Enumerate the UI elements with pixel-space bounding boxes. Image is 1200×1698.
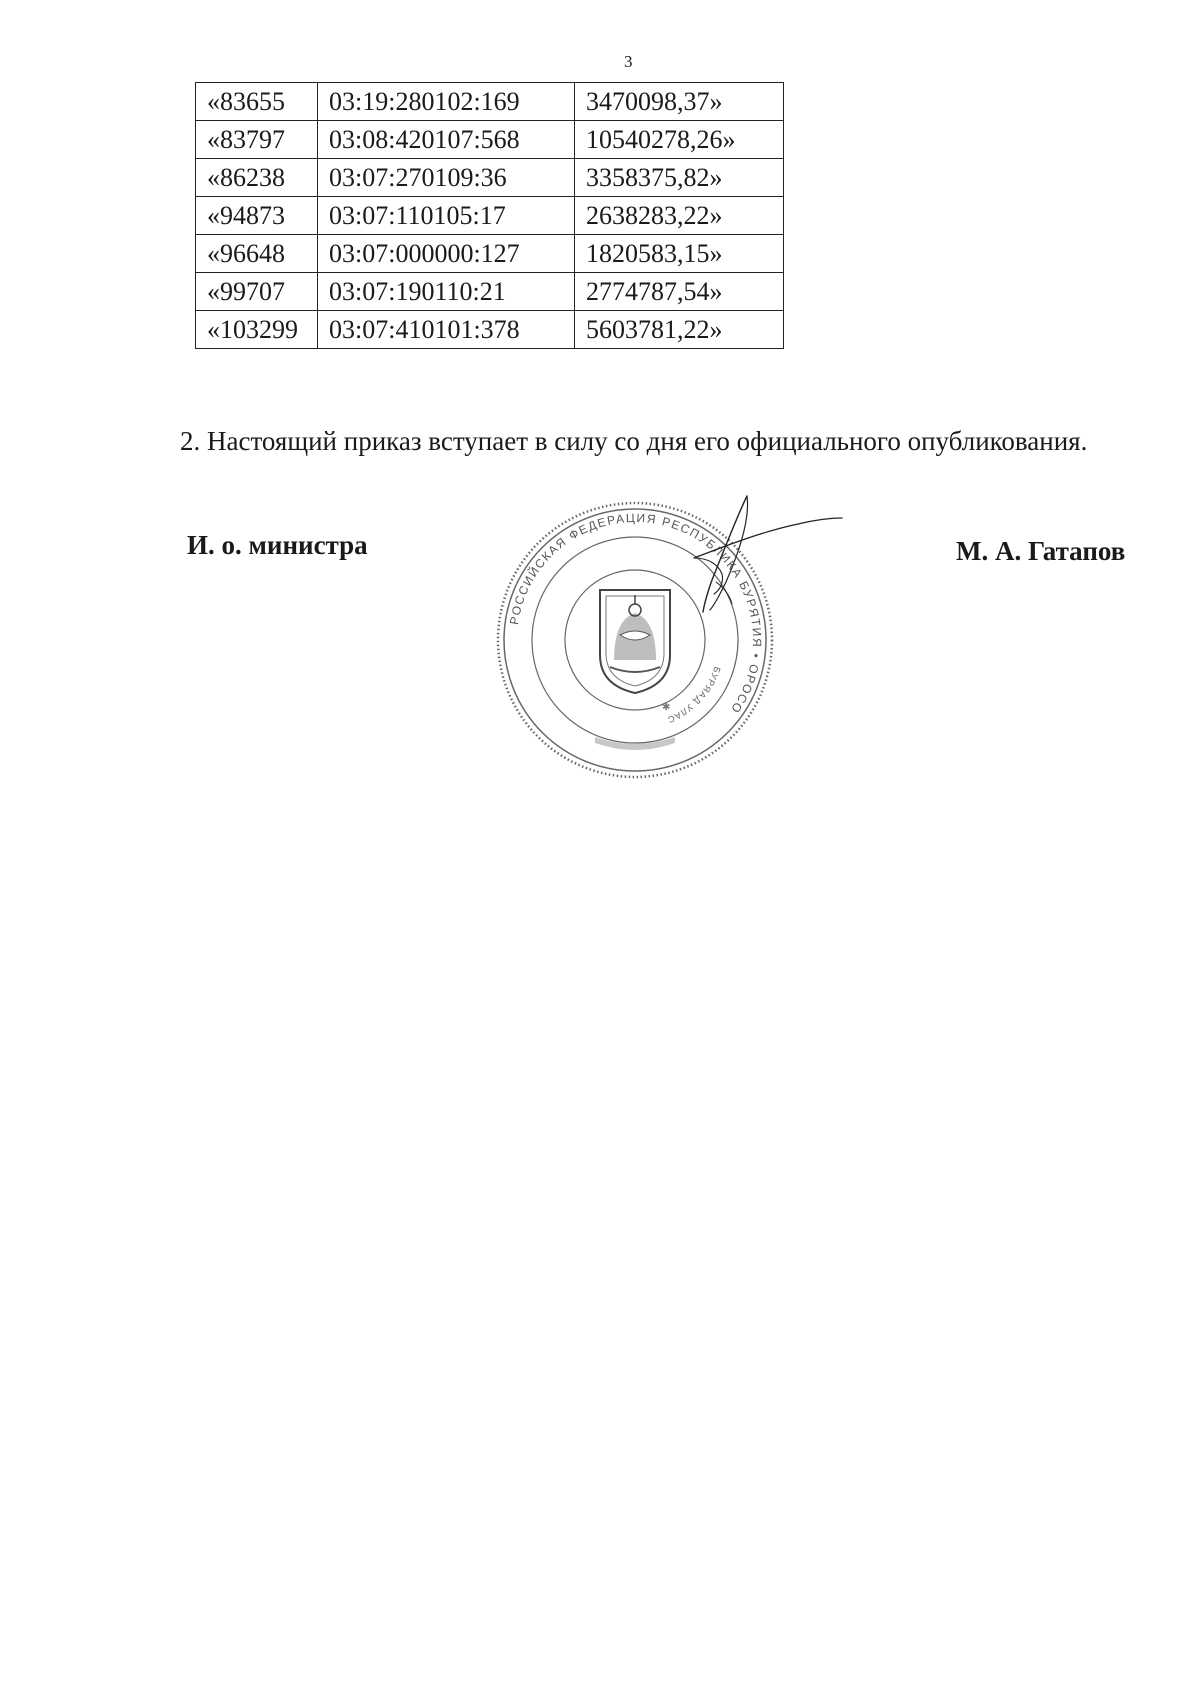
table-cell-number: «96648 — [196, 235, 318, 273]
table-cell-cadastral-number: 03:08:420107:568 — [318, 121, 575, 159]
page-number: 3 — [624, 52, 633, 71]
table-cell-value: 1820583,15» — [575, 235, 784, 273]
table-row — [196, 83, 784, 121]
seal-inner-text: БУРЯАД УЛАС — [665, 665, 723, 726]
seal-outer-text: РОССИЙСКАЯ ФЕДЕРАЦИЯ РЕСПУБЛИКА БУРЯТИЯ • ОРОСО — [506, 510, 765, 717]
table-cell-value: 3470098,37» — [575, 83, 784, 121]
table-row — [196, 159, 784, 197]
table-row — [196, 235, 784, 273]
table-cell-value: 2774787,54» — [575, 273, 784, 311]
table-cell-value: 3358375,82» — [575, 159, 784, 197]
seal-star-icon: ✱ — [662, 702, 671, 713]
table-row — [196, 273, 784, 311]
table-cell-cadastral-number: 03:07:190110:21 — [318, 273, 575, 311]
table-cell-value: 10540278,26» — [575, 121, 784, 159]
table-cell-cadastral-number: 03:07:270109:36 — [318, 159, 575, 197]
table-cell-cadastral-number: 03:07:110105:17 — [318, 197, 575, 235]
table-cell-cadastral-number: 03:07:000000:127 — [318, 235, 575, 273]
table-cell-number: «86238 — [196, 159, 318, 197]
cadastral-value-table — [195, 82, 784, 349]
signatory-name: М. А. Гатапов — [956, 536, 1126, 566]
table-row — [196, 197, 784, 235]
table-cell-cadastral-number: 03:07:410101:378 — [318, 311, 575, 349]
table-cell-number: «99707 — [196, 273, 318, 311]
table-cell-number: «94873 — [196, 197, 318, 235]
table-cell-number: «83655 — [196, 83, 318, 121]
table-cell-number: «83797 — [196, 121, 318, 159]
table-cell-number: «103299 — [196, 311, 318, 349]
table-row — [196, 121, 784, 159]
clause-2-text: 2. Настоящий приказ вступает в силу со дня его официального опубликования. — [180, 426, 1088, 456]
handwritten-signature — [660, 490, 850, 630]
signatory-position: И. о. министра — [187, 530, 368, 560]
table-cell-cadastral-number: 03:19:280102:169 — [318, 83, 575, 121]
table-row — [196, 311, 784, 349]
table-cell-value: 2638283,22» — [575, 197, 784, 235]
table-cell-value: 5603781,22» — [575, 311, 784, 349]
